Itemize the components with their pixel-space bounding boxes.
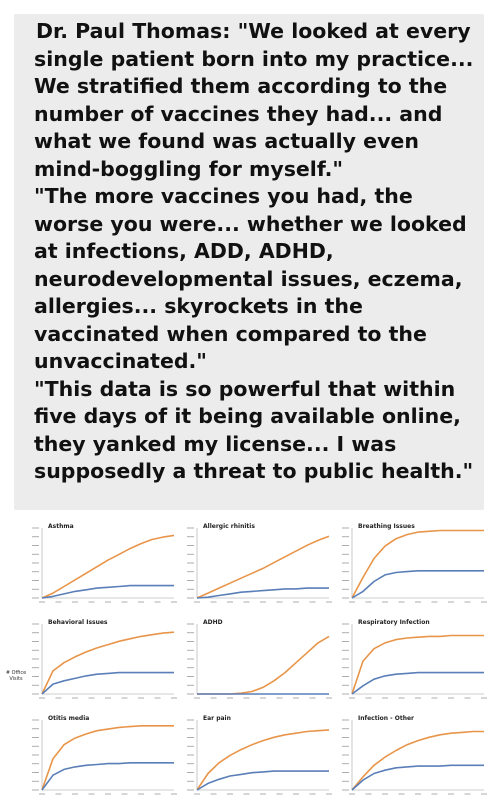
chart-title: Asthma	[48, 523, 74, 530]
chart-svg	[28, 520, 178, 606]
series-line-orange	[352, 636, 484, 695]
chart-svg	[183, 520, 333, 606]
series-line-blue	[352, 571, 484, 598]
top-cropped-text	[0, 0, 495, 14]
series-line-blue	[352, 673, 484, 694]
series-line-orange	[42, 535, 174, 598]
chart-svg	[338, 616, 488, 702]
series-line-orange	[352, 732, 484, 791]
chart-panel	[338, 520, 494, 616]
series-line-orange	[42, 632, 174, 694]
series-line-orange	[352, 531, 484, 599]
y-axis-label: # Office Visits	[5, 670, 27, 682]
chart-title: ADHD	[203, 619, 223, 626]
quote-line: they yanked my license... I was	[34, 431, 397, 456]
chart-panel	[28, 520, 184, 616]
quote-line: at infections, ADD, ADHD,	[34, 239, 334, 263]
chart-svg	[338, 712, 488, 798]
quote-line: what we found was actually even	[34, 129, 419, 153]
charts-figure	[0, 512, 495, 810]
quote-line: allergies... skyrockets in the	[34, 294, 363, 318]
chart-svg	[183, 616, 333, 702]
quote-line: vaccinated when compared to the	[34, 321, 427, 346]
chart-panel	[28, 712, 184, 808]
chart-title: Otitis media	[48, 715, 90, 722]
chart-title: Breathing Issues	[358, 523, 415, 530]
quote-line: number of vaccines they had... and	[34, 101, 443, 126]
chart-panel	[183, 712, 339, 808]
quote-line: five days of it being available online,	[34, 404, 461, 428]
chart-title: Infection - Other	[358, 715, 414, 722]
chart-title: Allergic rhinitis	[203, 523, 255, 530]
chart-panel	[183, 616, 339, 712]
quote-line: mind-boggling for myself."	[34, 156, 344, 181]
series-line-orange	[197, 636, 329, 694]
chart-panel	[28, 616, 184, 712]
series-line-blue	[42, 673, 174, 694]
chart-title: Respiratory Infection	[358, 619, 430, 626]
series-line-blue	[352, 765, 484, 790]
quote-line: We stratified them according to the	[34, 74, 448, 98]
series-line-blue	[42, 763, 174, 790]
chart-panel	[183, 520, 339, 616]
quote-line: "The more vaccines you had, the	[34, 184, 413, 208]
series-line-orange	[197, 730, 329, 790]
quote-line: unvaccinated."	[34, 349, 207, 373]
quote-line: Dr. Paul Thomas: "We looked at every	[36, 19, 471, 43]
chart-svg	[28, 616, 178, 702]
chart-title: Behavioral Issues	[48, 619, 108, 626]
series-line-orange	[42, 726, 174, 790]
series-line-blue	[197, 771, 329, 790]
quote-line: supposedly a threat to public health."	[34, 459, 474, 483]
quote-line: worse you were... whether we looked	[34, 211, 467, 236]
quote-line: single patient born into my practice...	[34, 46, 474, 71]
chart-panel	[338, 712, 494, 808]
quote-line: "This data is so powerful that within	[34, 376, 456, 401]
quote-box	[14, 14, 484, 510]
chart-svg	[28, 712, 178, 798]
chart-title: Ear pain	[203, 715, 231, 722]
chart-svg	[183, 712, 333, 798]
chart-panel	[338, 616, 494, 712]
quote-line: neurodevelopmental issues, eczema,	[34, 266, 463, 291]
chart-svg	[338, 520, 488, 606]
